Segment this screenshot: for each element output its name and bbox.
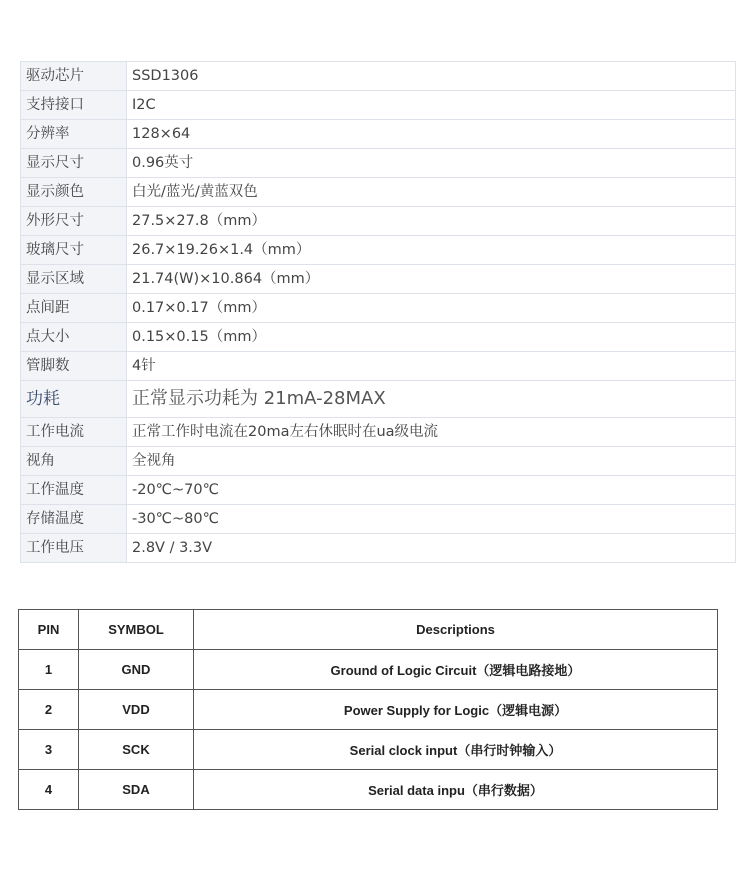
pin-number: 1 [19,650,79,690]
spec-value: 4针 [127,352,736,381]
spec-key: 支持接口 [21,91,127,120]
spec-row-power [21,381,736,418]
spec-value: 0.15×0.15（mm） [127,323,736,352]
pin-description: Serial clock input（串行时钟输入） [194,730,718,770]
pin-description: Ground of Logic Circuit（逻辑电路接地） [194,650,718,690]
spec-row [21,505,736,534]
spec-value: 全视角 [127,447,736,476]
pin-description: Power Supply for Logic（逻辑电源） [194,690,718,730]
spec-value: 21.74(W)×10.864（mm） [127,265,736,294]
spec-value: 白光/蓝光/黄蓝双色 [127,178,736,207]
spec-value: 26.7×19.26×1.4（mm） [127,236,736,265]
spec-row [21,352,736,381]
spec-row [21,265,736,294]
pin-number: 3 [19,730,79,770]
pin-row [19,650,718,690]
spec-row [21,91,736,120]
pin-row [19,770,718,810]
spec-row [21,178,736,207]
spec-value: 128×64 [127,120,736,149]
spec-value: 0.17×0.17（mm） [127,294,736,323]
spec-value: I2C [127,91,736,120]
pin-row [19,690,718,730]
spec-value: 2.8V / 3.3V [127,534,736,563]
spec-row [21,534,736,563]
spec-value: -30℃~80℃ [127,505,736,534]
spec-key: 点间距 [21,294,127,323]
spec-row [21,418,736,447]
spec-row [21,323,736,352]
pin-symbol: SDA [79,770,194,810]
pin-description: Serial data inpu（串行数据） [194,770,718,810]
spec-key: 存储温度 [21,505,127,534]
pin-number: 2 [19,690,79,730]
pin-symbol: VDD [79,690,194,730]
spec-row [21,149,736,178]
spec-value: SSD1306 [127,62,736,91]
spec-key: 管脚数 [21,352,127,381]
pin-symbol: SCK [79,730,194,770]
spec-key: 显示区域 [21,265,127,294]
pin-table-header [19,610,718,650]
spec-key: 外形尺寸 [21,207,127,236]
spec-key: 视角 [21,447,127,476]
spec-key: 分辨率 [21,120,127,149]
pin-row [19,730,718,770]
spec-value: 0.96英寸 [127,149,736,178]
spec-row [21,120,736,149]
spec-key: 工作电压 [21,534,127,563]
spec-key: 工作电流 [21,418,127,447]
spec-row [21,476,736,505]
spec-key: 工作温度 [21,476,127,505]
spec-value: 正常显示功耗为 21mA-28MAX [127,381,736,418]
header-pin: PIN [19,610,79,650]
spec-row [21,62,736,91]
spec-row [21,447,736,476]
pin-symbol: GND [79,650,194,690]
spec-value: 正常工作时电流在20ma左右休眠时在ua级电流 [127,418,736,447]
spec-row [21,294,736,323]
header-symbol: SYMBOL [79,610,194,650]
pin-number: 4 [19,770,79,810]
spec-table [20,61,736,563]
spec-key: 玻璃尺寸 [21,236,127,265]
spec-key: 点大小 [21,323,127,352]
spec-key: 功耗 [21,381,127,418]
spec-row [21,207,736,236]
spec-row [21,236,736,265]
spec-value: -20℃~70℃ [127,476,736,505]
spec-key: 驱动芯片 [21,62,127,91]
pin-table [18,609,718,810]
spec-key: 显示尺寸 [21,149,127,178]
spec-value: 27.5×27.8（mm） [127,207,736,236]
header-descriptions: Descriptions [194,610,718,650]
spec-key: 显示颜色 [21,178,127,207]
